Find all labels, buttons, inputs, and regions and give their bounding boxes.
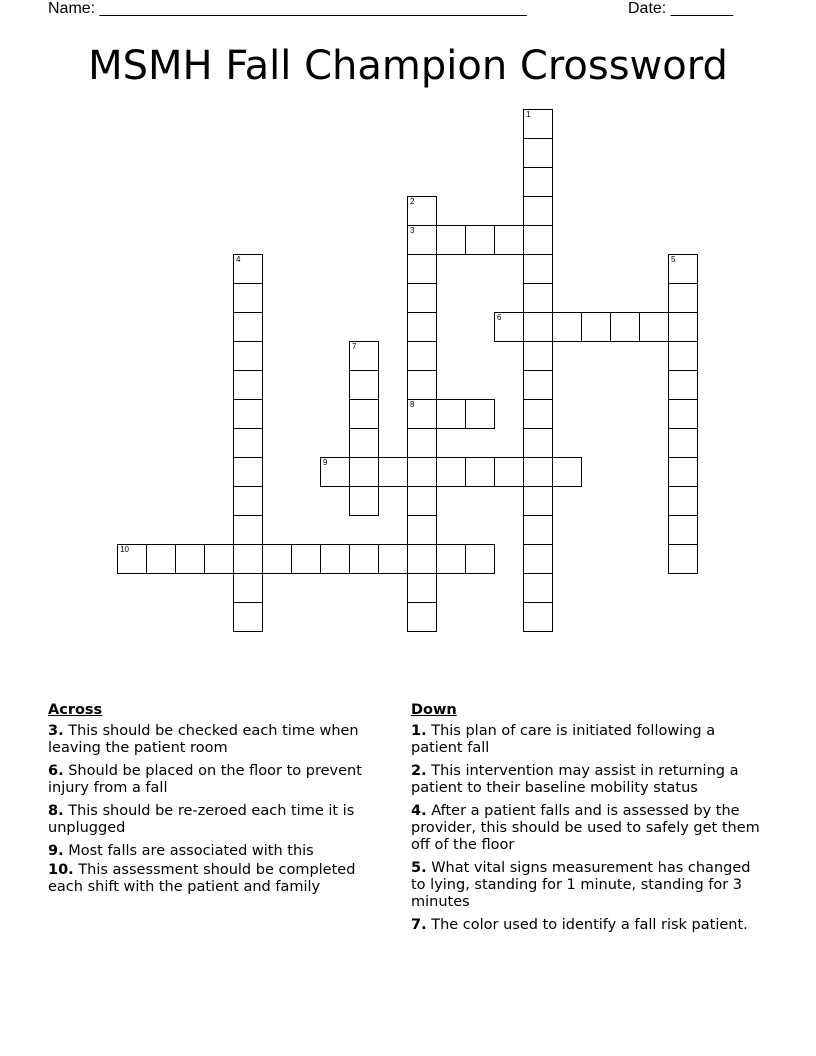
- crossword-cell[interactable]: [233, 573, 263, 603]
- crossword-cell[interactable]: [175, 544, 205, 574]
- crossword-cell[interactable]: [233, 283, 263, 313]
- clue-number: 6.: [48, 763, 64, 779]
- crossword-cell[interactable]: [407, 370, 437, 400]
- crossword-cell[interactable]: [407, 486, 437, 516]
- clue-number-label: 5: [671, 255, 676, 264]
- crossword-cell[interactable]: [349, 341, 379, 371]
- crossword-cell[interactable]: [349, 544, 379, 574]
- clue-number-label: 2: [410, 197, 415, 206]
- crossword-cell[interactable]: [523, 602, 553, 632]
- crossword-cell[interactable]: [552, 312, 582, 342]
- crossword-cell[interactable]: [233, 457, 263, 487]
- crossword-cell[interactable]: [407, 602, 437, 632]
- clue-number-label: 8: [410, 400, 415, 409]
- crossword-cell[interactable]: [668, 341, 698, 371]
- crossword-cell[interactable]: [349, 428, 379, 458]
- clue-number-label: 7: [352, 342, 357, 351]
- crossword-cell[interactable]: [233, 515, 263, 545]
- clue-number: 2.: [411, 763, 427, 779]
- crossword-cell[interactable]: [465, 399, 495, 429]
- crossword-cell[interactable]: [407, 341, 437, 371]
- clue-across-10: [48, 862, 388, 896]
- crossword-cell[interactable]: [291, 544, 321, 574]
- crossword-cell[interactable]: [523, 196, 553, 226]
- clue-text: After a patient falls and is assessed by the provider, this should be used to safely get them off of the floor: [411, 803, 760, 853]
- clue-number-label: 4: [236, 255, 241, 264]
- clue-across-3: [48, 723, 388, 757]
- crossword-cell[interactable]: [465, 544, 495, 574]
- crossword-cell[interactable]: [407, 225, 437, 255]
- crossword-cell[interactable]: [523, 428, 553, 458]
- crossword-cell[interactable]: [494, 225, 524, 255]
- crossword-cell[interactable]: [407, 573, 437, 603]
- crossword-cell[interactable]: [668, 283, 698, 313]
- crossword-cell[interactable]: [407, 283, 437, 313]
- crossword-cell[interactable]: [523, 341, 553, 371]
- crossword-cell[interactable]: [436, 544, 466, 574]
- crossword-cell[interactable]: [668, 370, 698, 400]
- clue-down-1: [411, 723, 761, 757]
- crossword-cell[interactable]: [523, 254, 553, 284]
- crossword-cell[interactable]: [320, 457, 350, 487]
- crossword-cell[interactable]: [233, 486, 263, 516]
- clue-text: Most falls are associated with this: [68, 843, 314, 859]
- clue-down-7: [411, 917, 761, 934]
- clue-number: 8.: [48, 803, 64, 819]
- page-title: MSMH Fall Champion Crossword: [88, 43, 728, 89]
- clue-text: This should be re-zeroed each time it is unplugged: [48, 803, 355, 836]
- crossword-cell[interactable]: [146, 544, 176, 574]
- crossword-cell[interactable]: [407, 196, 437, 226]
- crossword-cell[interactable]: [233, 341, 263, 371]
- crossword-cell[interactable]: [523, 283, 553, 313]
- clue-text: The color used to identify a fall risk patient.: [431, 917, 748, 933]
- crossword-cell[interactable]: [668, 254, 698, 284]
- crossword-cell[interactable]: [668, 457, 698, 487]
- crossword-cell[interactable]: [523, 312, 553, 342]
- crossword-cell[interactable]: [349, 370, 379, 400]
- crossword-cell[interactable]: [204, 544, 234, 574]
- crossword-cell[interactable]: [407, 515, 437, 545]
- crossword-cell[interactable]: [407, 312, 437, 342]
- clue-number-label: 3: [410, 226, 415, 235]
- crossword-cell[interactable]: [494, 312, 524, 342]
- crossword-cell[interactable]: [233, 254, 263, 284]
- crossword-cell[interactable]: [552, 457, 582, 487]
- crossword-cell[interactable]: [668, 515, 698, 545]
- clue-text: This should be checked each time when leaving the patient room: [48, 723, 359, 756]
- crossword-cell[interactable]: [523, 486, 553, 516]
- down-heading: Down: [411, 702, 457, 718]
- crossword-cell[interactable]: [668, 312, 698, 342]
- crossword-cell[interactable]: [349, 399, 379, 429]
- crossword-cell[interactable]: [407, 254, 437, 284]
- crossword-cell[interactable]: [117, 544, 147, 574]
- clue-number: 5.: [411, 860, 427, 876]
- clue-number: 10.: [48, 862, 74, 878]
- crossword-cell[interactable]: [378, 544, 408, 574]
- crossword-cell[interactable]: [233, 602, 263, 632]
- crossword-cell[interactable]: [668, 399, 698, 429]
- down-clues: [411, 702, 761, 940]
- crossword-cell[interactable]: [668, 428, 698, 458]
- across-clues: [48, 702, 388, 902]
- crossword-cell[interactable]: [523, 457, 553, 487]
- crossword-cell[interactable]: [436, 399, 466, 429]
- crossword-cell[interactable]: [523, 515, 553, 545]
- clue-number-label: 10: [120, 545, 129, 554]
- crossword-cell[interactable]: [668, 486, 698, 516]
- clue-text: What vital signs measurement has changed to lying, standing for 1 minute, standing for 3 minutes: [411, 860, 751, 910]
- clue-number: 9.: [48, 843, 64, 859]
- clue-across-9: [48, 843, 388, 860]
- crossword-cell[interactable]: [407, 544, 437, 574]
- crossword-cell[interactable]: [407, 399, 437, 429]
- clue-down-4: [411, 803, 761, 854]
- clue-number: 1.: [411, 723, 427, 739]
- clue-down-2: [411, 763, 761, 797]
- crossword-cell[interactable]: [639, 312, 669, 342]
- clue-across-6: [48, 763, 388, 797]
- name-field[interactable]: Name: ________________________________________________: [48, 0, 527, 17]
- clue-text: This intervention may assist in returning a patient to their baseline mobility status: [411, 763, 739, 796]
- clue-number: 7.: [411, 917, 427, 933]
- crossword-cell[interactable]: [523, 167, 553, 197]
- crossword-cell[interactable]: [523, 544, 553, 574]
- crossword-cell[interactable]: [407, 428, 437, 458]
- clue-text: Should be placed on the floor to prevent injury from a fall: [48, 763, 362, 796]
- crossword-cell[interactable]: [523, 399, 553, 429]
- crossword-cell[interactable]: [349, 486, 379, 516]
- crossword-cell[interactable]: [233, 428, 263, 458]
- crossword-cell[interactable]: [465, 457, 495, 487]
- crossword-cell[interactable]: [233, 399, 263, 429]
- clue-number-label: 1: [526, 110, 531, 119]
- crossword-cell[interactable]: [349, 457, 379, 487]
- crossword-cell[interactable]: [668, 544, 698, 574]
- clue-number-label: 6: [497, 313, 502, 322]
- crossword-cell[interactable]: [233, 312, 263, 342]
- crossword-cell[interactable]: [320, 544, 350, 574]
- crossword-cell[interactable]: [465, 225, 495, 255]
- crossword-cell[interactable]: [233, 544, 263, 574]
- crossword-cell[interactable]: [523, 573, 553, 603]
- crossword-cell[interactable]: [494, 457, 524, 487]
- clue-down-5: [411, 860, 761, 911]
- clue-across-8: [48, 803, 388, 837]
- crossword-cell[interactable]: [523, 225, 553, 255]
- crossword-cell[interactable]: [436, 457, 466, 487]
- crossword-cell[interactable]: [523, 109, 553, 139]
- crossword-cell[interactable]: [262, 544, 292, 574]
- crossword-cell[interactable]: [407, 457, 437, 487]
- clue-number-label: 9: [323, 458, 328, 467]
- clue-text: This assessment should be completed each shift with the patient and family: [48, 862, 356, 895]
- crossword-cell[interactable]: [436, 225, 466, 255]
- clue-number: 4.: [411, 803, 427, 819]
- crossword-cell[interactable]: [378, 457, 408, 487]
- crossword-cell[interactable]: [233, 370, 263, 400]
- crossword-cell[interactable]: [523, 138, 553, 168]
- crossword-cell[interactable]: [581, 312, 611, 342]
- date-field[interactable]: Date: _______: [628, 0, 733, 17]
- across-heading: Across: [48, 702, 103, 718]
- clue-text: This plan of care is initiated following a patient fall: [411, 723, 716, 756]
- clue-number: 3.: [48, 723, 64, 739]
- crossword-cell[interactable]: [610, 312, 640, 342]
- crossword-cell[interactable]: [523, 370, 553, 400]
